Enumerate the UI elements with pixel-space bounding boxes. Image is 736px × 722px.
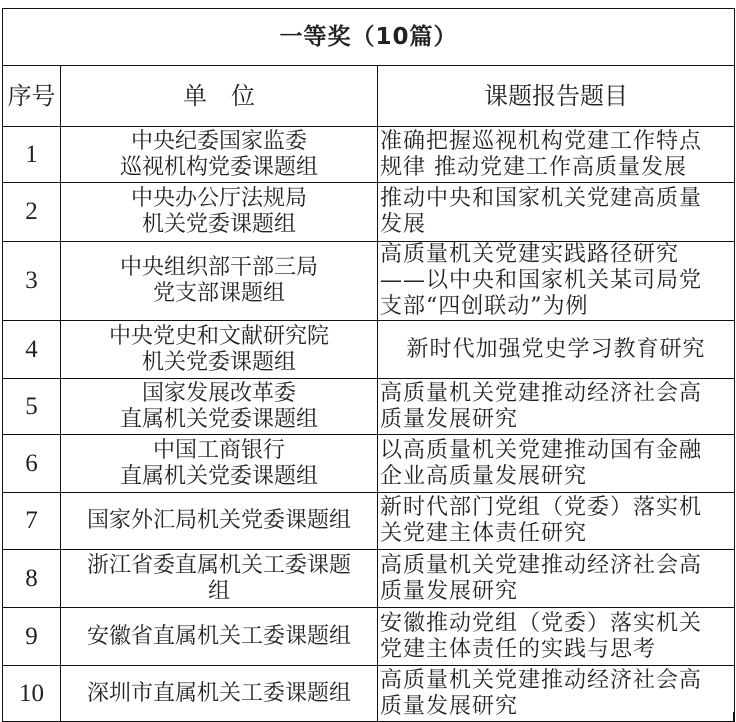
row-unit: 浙江省委直属机关工委课题 组	[61, 550, 378, 608]
row-unit: 中国工商银行 直属机关党委课题组	[61, 435, 378, 493]
row-unit: 中央办公厅法规局 机关党委课题组	[61, 183, 378, 242]
row-unit: 安徽省直属机关工委课题组	[61, 608, 378, 666]
table-row	[3, 608, 735, 666]
row-topic: 推动中央和国家机关党建高质量 发展	[378, 183, 735, 242]
header-topic: 课题报告题目	[378, 66, 735, 127]
header-seq: 序号	[3, 66, 61, 127]
table-row	[3, 183, 735, 242]
table-row	[3, 435, 735, 493]
row-topic: 高质量机关党建推动经济社会高 质量发展研究	[378, 379, 735, 435]
header-row	[3, 66, 735, 127]
next-row-partial	[2, 712, 734, 722]
row-topic: 高质量机关党建推动经济社会高 质量发展研究	[378, 666, 735, 722]
row-topic: 新时代部门党组（党委）落实机 关党建主体责任研究	[378, 493, 735, 550]
row-seq: 8	[3, 550, 61, 608]
table-title: 一等奖（10篇）	[3, 9, 735, 66]
table-row	[3, 493, 735, 550]
row-topic: 安徽推动党组（党委）落实机关 党建主体责任的实践与思考	[378, 608, 735, 666]
row-unit: 国家发展改革委 直属机关党委课题组	[61, 379, 378, 435]
table-row	[3, 379, 735, 435]
table-row	[3, 550, 735, 608]
row-topic: 高质量机关党建推动经济社会高 质量发展研究	[378, 550, 735, 608]
row-seq: 10	[3, 666, 61, 722]
row-unit: 中央党史和文献研究院 机关党委课题组	[61, 321, 378, 379]
table-row	[3, 242, 735, 321]
row-seq: 7	[3, 493, 61, 550]
row-seq: 5	[3, 379, 61, 435]
row-seq: 9	[3, 608, 61, 666]
header-unit: 单 位	[61, 66, 378, 127]
row-topic: 高质量机关党建实践路径研究 ——以中央和国家机关某司局党 支部“四创联动”为例	[378, 242, 735, 321]
row-seq: 1	[3, 127, 61, 183]
row-unit: 中央组织部干部三局 党支部课题组	[61, 242, 378, 321]
row-seq: 4	[3, 321, 61, 379]
row-unit: 国家外汇局机关党委课题组	[61, 493, 378, 550]
row-seq: 2	[3, 183, 61, 242]
table-row	[3, 321, 735, 379]
row-seq: 6	[3, 435, 61, 493]
row-unit: 深圳市直属机关工委课题组	[61, 666, 378, 722]
title-row	[3, 9, 735, 66]
row-topic: 以高质量机关党建推动国有金融 企业高质量发展研究	[378, 435, 735, 493]
row-topic: 准确把握巡视机构党建工作特点 规律 推动党建工作高质量发展	[378, 127, 735, 183]
row-topic: 新时代加强党史学习教育研究	[378, 321, 735, 379]
row-unit: 中央纪委国家监委 巡视机构党委课题组	[61, 127, 378, 183]
award-table	[2, 8, 735, 722]
table-row	[3, 127, 735, 183]
row-seq: 3	[3, 242, 61, 321]
